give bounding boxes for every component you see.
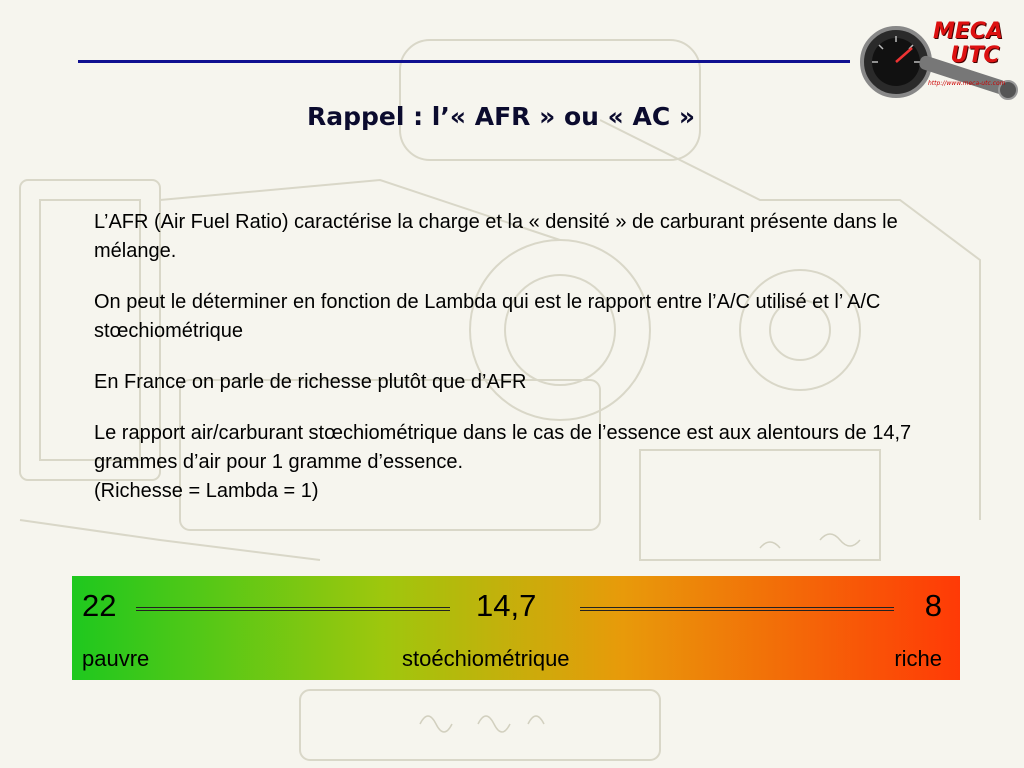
scale-right-value: 8 [924, 588, 942, 623]
scale-middle-value: 14,7 [476, 588, 537, 623]
scale-left-divider [136, 607, 450, 608]
logo-line-1: MECA [932, 19, 1004, 44]
paragraph-richesse: En France on parle de richesse plutôt que d’AFR [94, 371, 527, 393]
scale-right-label: riche [894, 646, 942, 671]
logo-line-2: UTC [950, 43, 1000, 68]
scale-middle-label: stoéchiométrique [402, 646, 570, 671]
paragraph-lambda: On peut le déterminer en fonction de Lambda qui est le rapport entre l’A/C utilisé et l’ A/C stœchiométrique [94, 291, 881, 342]
paragraph-note: (Richesse = Lambda = 1) [94, 480, 319, 502]
slide-body [94, 208, 914, 506]
logo-wordmark [918, 20, 1018, 68]
scale-left-value: 22 [82, 588, 117, 623]
afr-scale-bar [72, 576, 960, 680]
paragraph-definition: L’AFR (Air Fuel Ratio) caractérise la charge et la « densité » de carburant présente dans le mélange. [94, 211, 898, 262]
paragraph-stoichiometric: Le rapport air/carburant stœchiométrique dans le cas de l’essence est aux alentours de 14,7 grammes d’air pour 1 gramme d’essence. [94, 422, 912, 473]
scale-left-label: pauvre [82, 646, 150, 671]
logo-url: http://www.meca-utc.com [928, 80, 1006, 87]
scale-right-divider [580, 607, 894, 608]
slide-title: Rappel : l’« AFR » ou « AC » [306, 102, 696, 131]
header-rule [78, 60, 850, 63]
